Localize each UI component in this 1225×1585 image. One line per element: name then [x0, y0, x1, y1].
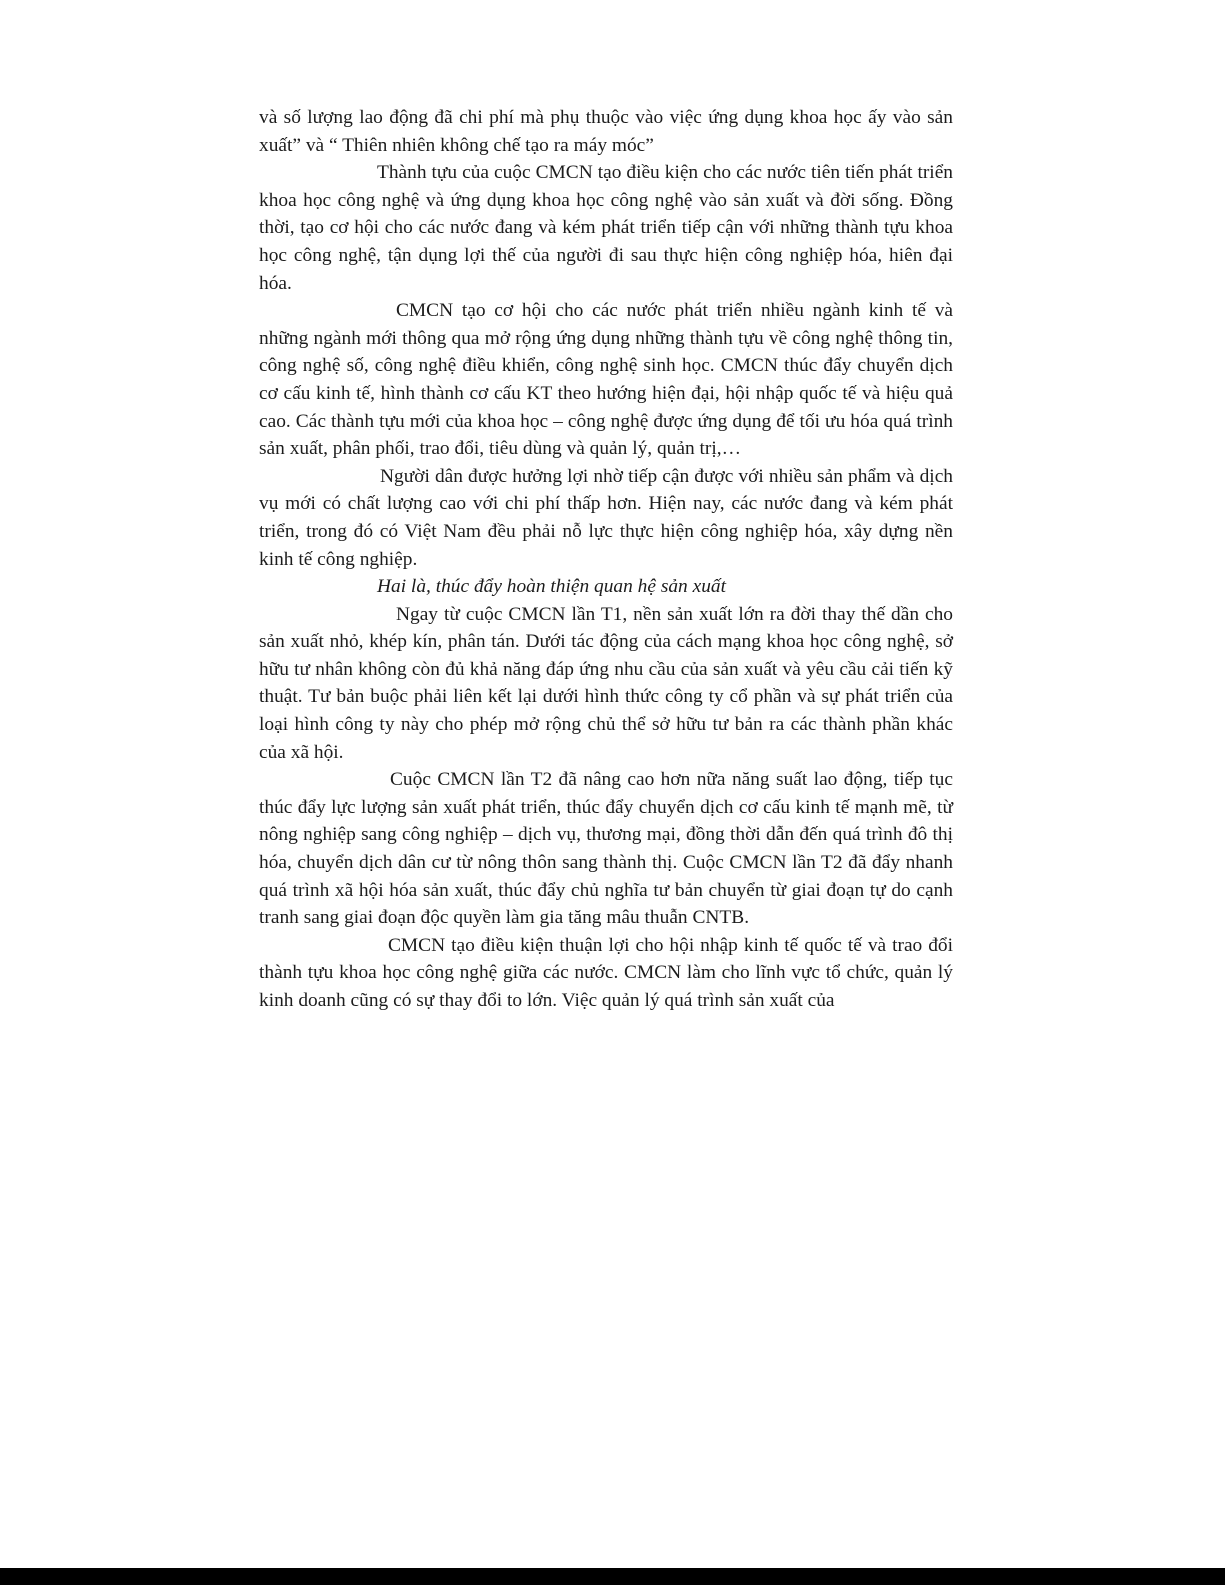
section-heading: Hai là, thúc đẩy hoàn thiện quan hệ sản xuất — [377, 576, 726, 598]
paragraph-achievements: Thành tựu của cuộc CMCN tạo điều kiện cho các nước tiên tiến phát triển khoa học công nghệ và ứng dụng khoa học công nghệ vào sản xuất và đời sống. Đồng thời, tạo cơ hội cho các nước đang và kém phát triển tiếp cận với những thành tựu khoa học công nghệ, tận dụng lợi thế của người đi sau thực hiện công nghiệp hóa, hiên đại hóa. — [259, 162, 953, 294]
paragraph-second-revolution: Cuộc CMCN lần T2 đã nâng cao hơn nữa năng suất lao động, tiếp tục thúc đẩy lực lượng sản xuất phát triển, thúc đẩy chuyển dịch cơ cấu kinh tế mạnh mẽ, từ nông nghiệp sang công nghiệp – dịch vụ, thương mại, đồng thời dẫn đến quá trình đô thị hóa, chuyển dịch dân cư từ nông thôn sang thành thị. Cuộc CMCN lần T2 đã đẩy nhanh quá trình xã hội hóa sản xuất, thúc đẩy chủ nghĩa tư bản chuyển từ giai đoạn tự do cạnh tranh sang giai đoạn độc quyền làm gia tăng mâu thuẫn CNTB. — [259, 769, 953, 929]
bottom-border — [0, 1568, 1225, 1585]
paragraph-integration: CMCN tạo điều kiện thuận lợi cho hội nhập kinh tế quốc tế và trao đổi thành tựu khoa học công nghệ giữa các nước. CMCN làm cho lĩnh vực tổ chức, quản lý kinh doanh cũng có sự thay đổi to lớn. Việc quản lý quá trình sản xuất của — [259, 934, 953, 1011]
document-body — [259, 104, 953, 1015]
paragraph-opportunities: CMCN tạo cơ hội cho các nước phát triển nhiều ngành kinh tế và những ngành mới thông qua mở rộng ứng dụng những thành tựu về công nghệ thông tin, công nghệ số, công nghệ điều khiển, công nghệ sinh học. CMCN thúc đẩy chuyển dịch cơ cấu kinh tế, hình thành cơ cấu KT theo hướng hiện đại, hội nhập quốc tế và hiệu quả cao. Các thành tựu mới của khoa học – công nghệ được ứng dụng để tối ưu hóa quá trình sản xuất, phân phối, trao đổi, tiêu dùng và quản lý, quản trị,… — [259, 300, 953, 460]
paragraph-continuation: và số lượng lao động đã chi phí mà phụ thuộc vào việc ứng dụng khoa học ấy vào sản xuất” và “ Thiên nhiên không chế tạo ra máy móc” — [259, 107, 953, 156]
paragraph-people-benefit: Người dân được hưởng lợi nhờ tiếp cận được với nhiều sản phẩm và dịch vụ mới có chất lượng cao với chi phí thấp hơn. Hiện nay, các nước đang và kém phát triển, trong đó có Việt Nam đều phải nỗ lực thực hiện công nghiệp hóa, xây dựng nền kinh tế công nghiệp. — [259, 465, 953, 570]
paragraph-first-revolution: Ngay từ cuộc CMCN lần T1, nền sản xuất lớn ra đời thay thế dần cho sản xuất nhỏ, khép kín, phân tán. Dưới tác động của cách mạng khoa học công nghệ, sở hữu tư nhân không còn đủ khả năng đáp ứng nhu cầu của sản xuất và yêu cầu cải tiến kỹ thuật. Tư bản buộc phải liên kết lại dưới hình thức công ty cổ phần và sự phát triển của loại hình công ty này cho phép mở rộng chủ thể sở hữu tư bản ra các thành phần khác của xã hội. — [259, 603, 953, 763]
